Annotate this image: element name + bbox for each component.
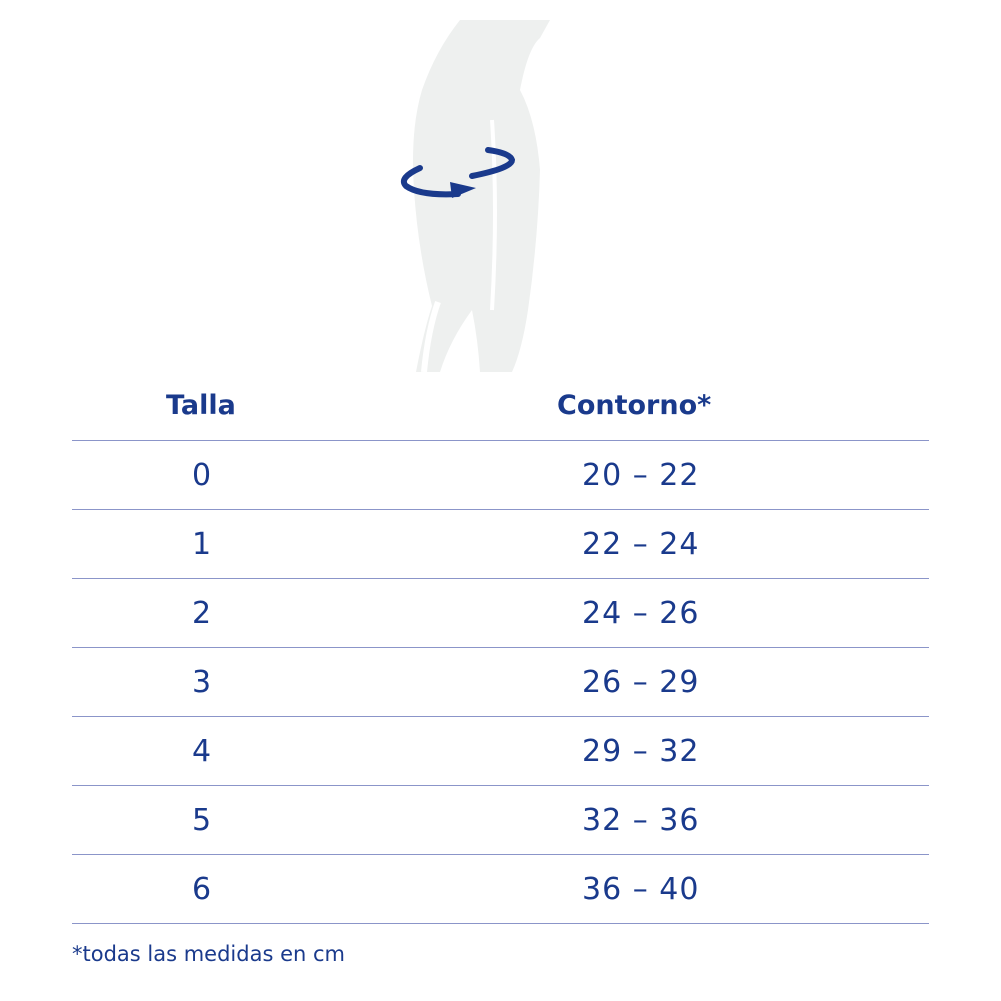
circumference-column-header: Contorno*: [557, 390, 712, 421]
circumference-cell: 36 – 40: [582, 872, 700, 907]
size-cell: 4: [192, 734, 213, 769]
size-column-header: Talla: [166, 390, 236, 421]
table-row: [72, 855, 929, 924]
table-row: [72, 786, 929, 855]
table-row: [72, 648, 929, 717]
arm-measurement-figure: [380, 10, 620, 380]
table-row: [72, 441, 929, 510]
size-cell: 2: [192, 596, 213, 631]
size-cell: 5: [192, 803, 213, 838]
table-body: [72, 440, 929, 924]
arm-silhouette-icon: [380, 10, 620, 380]
size-cell: 0: [192, 458, 213, 493]
circumference-cell: 22 – 24: [582, 527, 700, 562]
circumference-cell: 29 – 32: [582, 734, 700, 769]
footnote: *todas las medidas en cm: [72, 942, 345, 966]
table-row: [72, 717, 929, 786]
size-table: [72, 380, 929, 924]
table-row: [72, 579, 929, 648]
table-row: [72, 510, 929, 579]
circumference-cell: 26 – 29: [582, 665, 700, 700]
circumference-cell: 32 – 36: [582, 803, 700, 838]
circumference-cell: 24 – 26: [582, 596, 700, 631]
size-cell: 6: [192, 872, 213, 907]
size-cell: 1: [192, 527, 213, 562]
size-cell: 3: [192, 665, 213, 700]
table-header: [72, 380, 929, 440]
circumference-cell: 20 – 22: [582, 458, 700, 493]
